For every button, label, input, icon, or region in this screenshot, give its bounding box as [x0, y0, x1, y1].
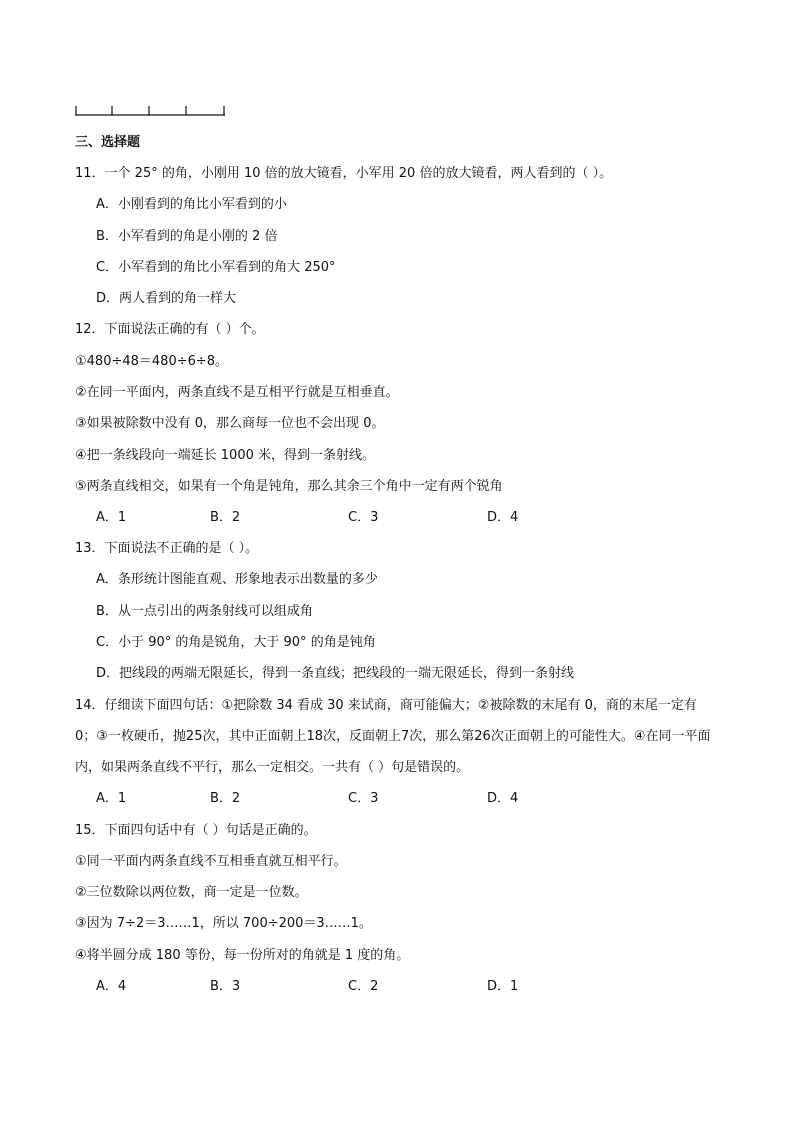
- q15-option-d[interactable]: D．1: [487, 979, 519, 994]
- q14-option-a[interactable]: A．1: [96, 791, 127, 806]
- q12-option-b[interactable]: B．2: [210, 510, 241, 525]
- q11-option-a[interactable]: A．小刚看到的角比小军看到的小: [96, 197, 287, 212]
- q15-option-a[interactable]: A．4: [96, 979, 127, 994]
- q12-statement-3: ③如果被除数中没有 0，那么商每一位也不会出现 0。: [75, 416, 385, 431]
- q14-option-c[interactable]: C．3: [348, 791, 379, 806]
- q15-statement-4: ④将半圆分成 180 等份，每一份所对的角就是 1 度的角。: [75, 948, 410, 963]
- q11-option-c[interactable]: C．小军看到的角比小军看到的角大 250°: [96, 260, 336, 275]
- q12-statement-2: ②在同一平面内，两条直线不是互相平行就是互相垂直。: [75, 385, 399, 400]
- segment-ruler-figure: [75, 103, 225, 117]
- q15-statement-3: ③因为 7÷2＝3……1，所以 700÷200＝3……1。: [75, 916, 372, 931]
- q13-option-c[interactable]: C．小于 90° 的角是锐角，大于 90° 的角是钝角: [96, 635, 376, 650]
- q13-option-d[interactable]: D．把线段的两端无限延长，得到一条直线；把线段的一端无限延长，得到一条射线: [96, 666, 575, 681]
- q11-option-b[interactable]: B．小军看到的角是小刚的 2 倍: [96, 229, 278, 244]
- q14-option-b[interactable]: B．2: [210, 791, 241, 806]
- section-title: 三、选择题: [75, 135, 141, 150]
- q15-option-c[interactable]: C．2: [348, 979, 379, 994]
- question-14-stem-line-1: 14．仔细读下面四句话：①把除数 34 看成 30 来试商，商可能偏大；②被除数的末尾有 0，商的末尾一定有: [75, 698, 697, 713]
- question-12-stem: 12．下面说法正确的有（ ）个。: [75, 322, 265, 337]
- q12-statement-1: ①480÷48＝480÷6÷8。: [75, 354, 229, 369]
- q13-option-a[interactable]: A．条形统计图能直观、形象地表示出数量的多少: [96, 572, 378, 587]
- q12-statement-4: ④把一条线段向一端延长 1000 米，得到一条射线。: [75, 448, 376, 463]
- question-15-stem: 15．下面四句话中有（ ）句话是正确的。: [75, 823, 317, 838]
- q14-option-d[interactable]: D．4: [487, 791, 519, 806]
- question-11-stem: 11．一个 25° 的角，小刚用 10 倍的放大镜看，小军用 20 倍的放大镜看，两人看到的（ ）。: [75, 166, 613, 181]
- q15-statement-2: ②三位数除以两位数，商一定是一位数。: [75, 885, 308, 900]
- question-14-stem-line-3: 内，如果两条直线不平行，那么一定相交。一共有（ ）句是错误的。: [75, 760, 470, 775]
- question-14-stem-line-2: 0；③一枚硬币，抛25次，其中正面朝上18次，反面朝上7次，那么第26次正面朝上的可能性大。④在同一平面: [75, 729, 711, 744]
- question-13-stem: 13．下面说法不正确的是（ ）。: [75, 541, 259, 556]
- q12-option-a[interactable]: A．1: [96, 510, 127, 525]
- q12-statement-5: ⑤两条直线相交，如果有一个角是钝角，那么其余三个角中一定有两个锐角: [75, 479, 503, 494]
- q12-option-d[interactable]: D．4: [487, 510, 519, 525]
- q15-option-b[interactable]: B．3: [210, 979, 241, 994]
- q15-statement-1: ①同一平面内两条直线不互相垂直就互相平行。: [75, 854, 347, 869]
- q13-option-b[interactable]: B．从一点引出的两条射线可以组成角: [96, 604, 313, 619]
- q11-option-d[interactable]: D．两人看到的角一样大: [96, 291, 237, 306]
- q12-option-c[interactable]: C．3: [348, 510, 379, 525]
